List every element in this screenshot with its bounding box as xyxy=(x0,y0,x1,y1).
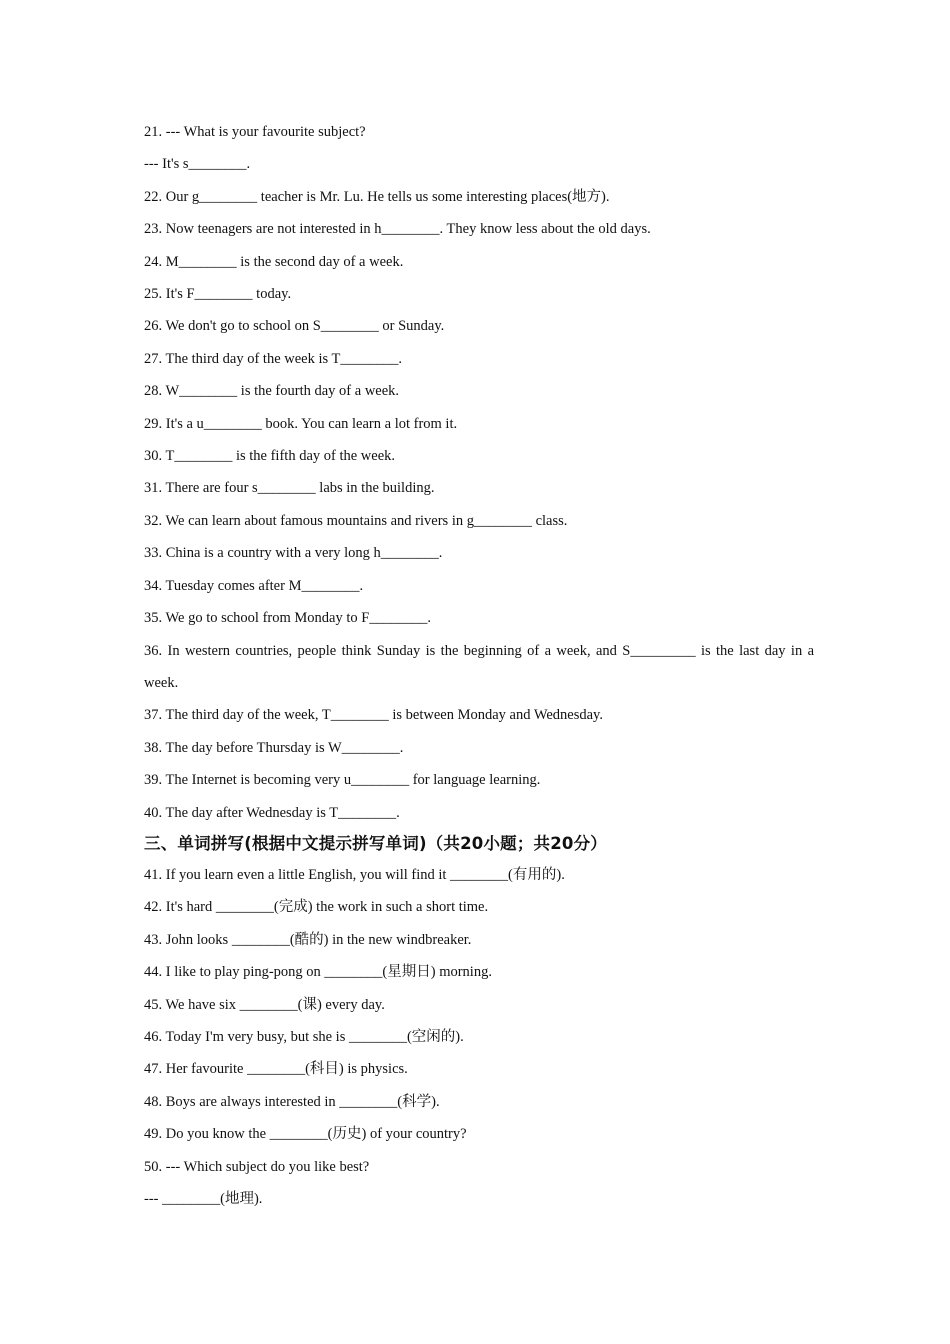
question-50: 50. --- Which subject do you like best? xyxy=(144,1158,370,1175)
question-44: 44. I like to play ping-pong on ________(星期日) morning. xyxy=(144,964,492,981)
question-42: 42. It's hard ________(完成) the work in such a short time. xyxy=(144,899,489,916)
worksheet-page xyxy=(144,116,814,1215)
question-49: 49. Do you know the ________(历史) of your country? xyxy=(144,1126,467,1143)
question-23: 23. Now teenagers are not interested in h________. They know less about the old days. xyxy=(144,221,651,238)
question-35: 35. We go to school from Monday to F________. xyxy=(144,610,431,627)
question-21: 21. --- What is your favourite subject? xyxy=(144,124,366,140)
question-28: 28. W________ is the fourth day of a week. xyxy=(144,383,400,400)
question-27: 27. The third day of the week is T________. xyxy=(144,350,403,367)
question-41: 41. If you learn even a little English, you will find it ________(有用的). xyxy=(144,866,565,883)
answer-21: --- It's s________. xyxy=(144,156,251,173)
question-40: 40. The day after Wednesday is T________. xyxy=(144,804,400,821)
question-45: 45. We have six ________(课) every day. xyxy=(144,996,385,1013)
question-46: 46. Today I'm very busy, but she is ________(空闲的). xyxy=(144,1028,464,1045)
question-32: 32. We can learn about famous mountains and rivers in g________ class. xyxy=(144,512,568,529)
question-22: 22. Our g________ teacher is Mr. Lu. He tells us some interesting places(地方). xyxy=(144,188,610,205)
question-33: 33. China is a country with a very long h________. xyxy=(144,545,443,562)
question-38: 38. The day before Thursday is W________. xyxy=(144,739,404,756)
question-25: 25. It's F________ today. xyxy=(144,286,292,303)
question-43: 43. John looks ________(酷的) in the new windbreaker. xyxy=(144,931,472,948)
question-29: 29. It's a u________ book. You can learn a lot from it. xyxy=(144,415,458,432)
question-36: 36. In western countries, people think Sunday is the beginning of a week, and S_________ is the last day in a week. xyxy=(144,642,814,691)
question-47: 47. Her favourite ________(科目) is physics. xyxy=(144,1061,408,1078)
question-48: 48. Boys are always interested in ________(科学). xyxy=(144,1093,440,1110)
question-31: 31. There are four s________ labs in the building. xyxy=(144,480,435,497)
question-24: 24. M________ is the second day of a week. xyxy=(144,253,404,270)
question-39: 39. The Internet is becoming very u________ for language learning. xyxy=(144,772,541,789)
question-30: 30. T________ is the fifth day of the week. xyxy=(144,448,396,465)
section-3-heading: 三、单词拼写(根据中文提示拼写单词)（共20小题；共20分） xyxy=(144,833,608,853)
question-34: 34. Tuesday comes after M________. xyxy=(144,577,364,594)
question-26: 26. We don't go to school on S________ or Sunday. xyxy=(144,318,445,335)
answer-50: --- ________(地理). xyxy=(144,1191,263,1207)
question-37: 37. The third day of the week, T________ is between Monday and Wednesday. xyxy=(144,707,603,724)
